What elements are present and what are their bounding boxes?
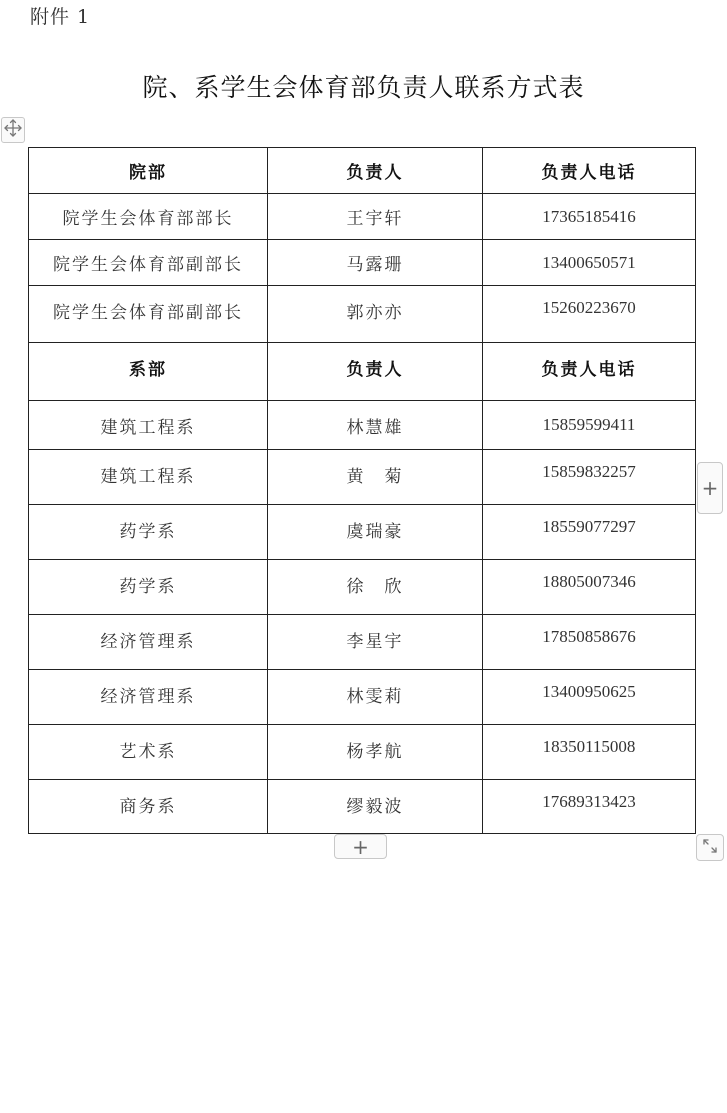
table-row (29, 725, 696, 780)
header-cell-department: 系部 (29, 343, 268, 401)
cell-name[interactable]: 林慧雄 (268, 401, 483, 450)
cell-department[interactable]: 艺术系 (29, 725, 268, 780)
cell-department[interactable]: 药学系 (29, 560, 268, 615)
cell-name[interactable]: 林雯莉 (268, 670, 483, 725)
move-arrows-icon (3, 118, 23, 142)
cell-name[interactable]: 杨孝航 (268, 725, 483, 780)
cell-position[interactable]: 院学生会体育部副部长 (29, 286, 268, 343)
cell-name[interactable]: 郭亦亦 (268, 286, 483, 343)
table-row (29, 286, 696, 343)
table-row (29, 450, 696, 505)
table-row (29, 560, 696, 615)
table-row (29, 240, 696, 286)
cell-phone[interactable]: 17689313423 (483, 780, 696, 834)
cell-name[interactable]: 徐 欣 (268, 560, 483, 615)
college-header-row (29, 148, 696, 194)
cell-phone[interactable]: 18805007346 (483, 560, 696, 615)
table-row (29, 505, 696, 560)
cell-department[interactable]: 商务系 (29, 780, 268, 834)
table-resize-handle[interactable] (696, 834, 724, 861)
cell-phone[interactable]: 15859599411 (483, 401, 696, 450)
table-row (29, 670, 696, 725)
document-title: 院、系学生会体育部负责人联系方式表 (142, 73, 585, 102)
cell-name[interactable]: 李星宇 (268, 615, 483, 670)
table-move-handle[interactable] (1, 117, 25, 143)
cell-phone[interactable]: 17365185416 (483, 194, 696, 240)
plus-icon: + (352, 834, 369, 859)
header-cell-phone: 负责人电话 (483, 343, 696, 401)
cell-department[interactable]: 经济管理系 (29, 670, 268, 725)
resize-diagonal-icon (701, 837, 719, 859)
cell-name[interactable]: 缪毅波 (268, 780, 483, 834)
table-row (29, 194, 696, 240)
cell-position[interactable]: 院学生会体育部部长 (29, 194, 268, 240)
header-cell-college: 院部 (29, 148, 268, 194)
cell-phone[interactable]: 13400950625 (483, 670, 696, 725)
add-row-button[interactable] (334, 834, 387, 859)
header-cell-person: 负责人 (268, 148, 483, 194)
cell-name[interactable]: 虞瑞豪 (268, 505, 483, 560)
cell-phone[interactable]: 15260223670 (483, 286, 696, 343)
cell-phone[interactable]: 18350115008 (483, 725, 696, 780)
cell-phone[interactable]: 18559077297 (483, 505, 696, 560)
cell-department[interactable]: 药学系 (29, 505, 268, 560)
table-row (29, 401, 696, 450)
contact-table (28, 147, 696, 834)
attachment-label: 附件 1 (30, 6, 91, 28)
cell-position[interactable]: 院学生会体育部副部长 (29, 240, 268, 286)
cell-name[interactable]: 黄 菊 (268, 450, 483, 505)
cell-department[interactable]: 经济管理系 (29, 615, 268, 670)
cell-phone[interactable]: 13400650571 (483, 240, 696, 286)
header-cell-person: 负责人 (268, 343, 483, 401)
dept-header-row (29, 343, 696, 401)
cell-department[interactable]: 建筑工程系 (29, 450, 268, 505)
cell-name[interactable]: 王宇轩 (268, 194, 483, 240)
header-cell-phone: 负责人电话 (483, 148, 696, 194)
cell-name[interactable]: 马露珊 (268, 240, 483, 286)
plus-icon: + (701, 476, 719, 500)
cell-phone[interactable]: 15859832257 (483, 450, 696, 505)
add-column-button[interactable] (697, 462, 723, 514)
table-row (29, 615, 696, 670)
cell-phone[interactable]: 17850858676 (483, 615, 696, 670)
cell-department[interactable]: 建筑工程系 (29, 401, 268, 450)
table-row (29, 780, 696, 834)
